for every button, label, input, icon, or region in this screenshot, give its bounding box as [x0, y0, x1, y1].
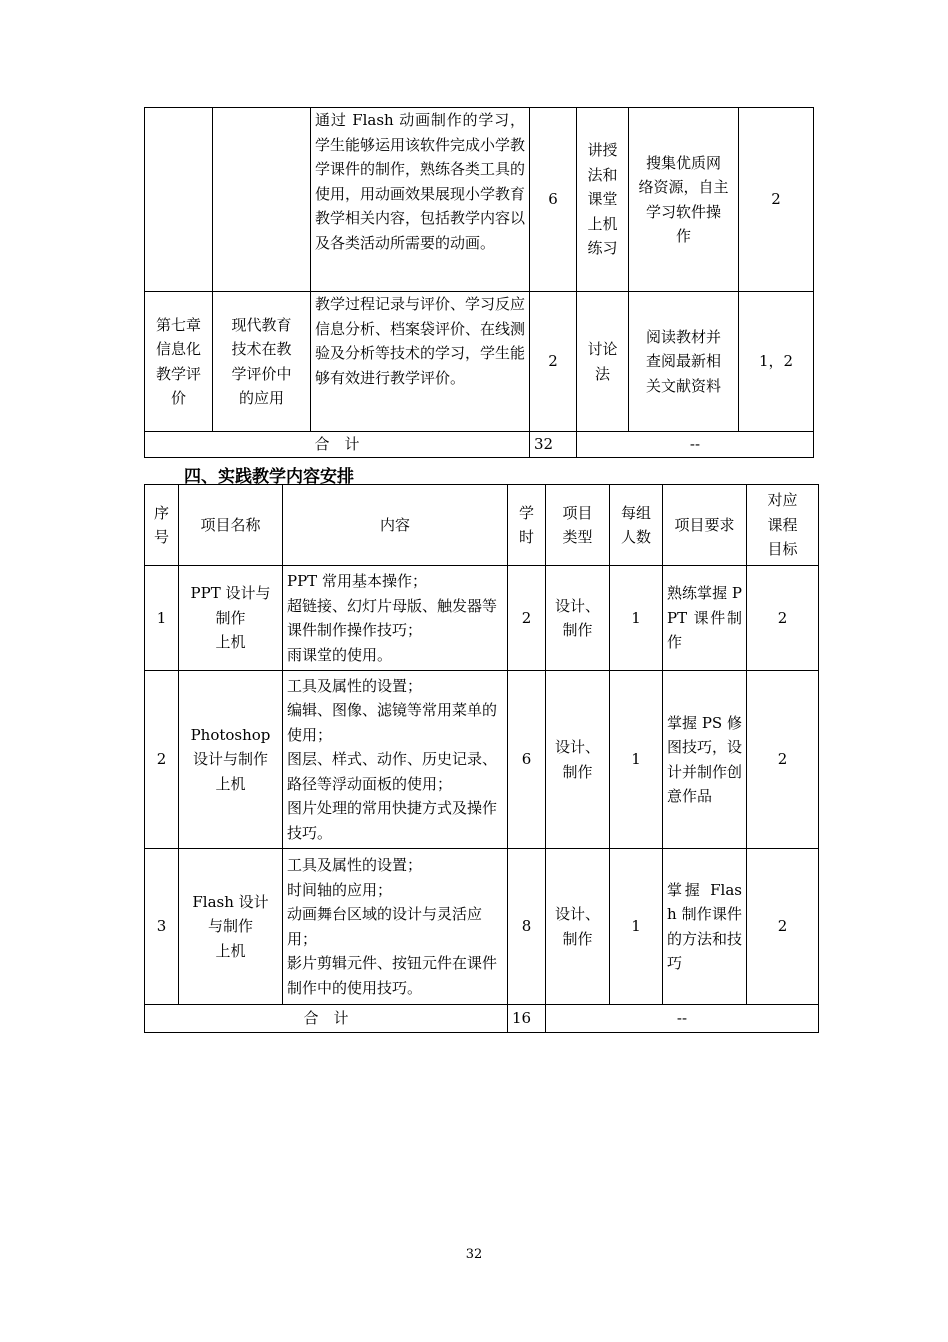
self-study-cell: 阅读教材并 查阅最新相 关文献资料	[629, 292, 739, 432]
requirement-cell: 熟练掌握 PPT 课件制作	[663, 566, 747, 671]
method-cell: 讲授 法和 课堂 上机 练习	[577, 108, 629, 292]
topic-cell	[213, 108, 311, 292]
goal-cell: 2	[747, 671, 819, 849]
seq-cell: 2	[145, 671, 179, 849]
header-type: 项目 类型	[546, 485, 610, 566]
name-cell: Photoshop 设计与制作 上机	[179, 671, 283, 849]
total-label: 合 计	[145, 1005, 508, 1033]
total-rest: --	[546, 1005, 819, 1033]
table-row	[145, 292, 814, 432]
seq-cell: 1	[145, 566, 179, 671]
content-cell: 教学过程记录与评价、学习反应信息分析、档案袋评价、在线测验及分析等技术的学习，学生能够有效进行教学评价。	[311, 292, 530, 432]
hours-cell: 6	[508, 671, 546, 849]
total-row	[145, 1005, 819, 1033]
requirement-cell: 掌握 Flash 制作课件的方法和技巧	[663, 849, 747, 1005]
header-requirement: 项目要求	[663, 485, 747, 566]
goal-cell: 1，2	[739, 292, 814, 432]
table-row	[145, 108, 814, 292]
topic-cell: 现代教育 技术在教 学评价中 的应用	[213, 292, 311, 432]
total-row	[145, 432, 814, 458]
header-name: 项目名称	[179, 485, 283, 566]
teaching-content-table	[144, 107, 814, 458]
type-cell: 设计、 制作	[546, 566, 610, 671]
seq-cell: 3	[145, 849, 179, 1005]
page-number: 32	[465, 1247, 483, 1262]
header-seq: 序 号	[145, 485, 179, 566]
table-row	[145, 849, 819, 1005]
hours-cell: 6	[530, 108, 577, 292]
name-cell: PPT 设计与 制作 上机	[179, 566, 283, 671]
content-cell: 工具及属性的设置； 时间轴的应用； 动画舞台区域的设计与灵活应用； 影片剪辑元件、按钮元件在课件制作中的使用技巧。	[283, 849, 508, 1005]
goal-cell: 2	[747, 566, 819, 671]
requirement-cell: 掌握 PS 修图技巧，设计并制作创意作品	[663, 671, 747, 849]
content-cell: 通过 Flash 动画制作的学习，学生能够运用该软件完成小学教学课件的制作，熟练各类工具的使用，用动画效果展现小学教育教学相关内容，包括教学内容以及各类活动所需要的动画。	[311, 108, 530, 292]
per-group-cell: 1	[610, 671, 663, 849]
type-cell: 设计、 制作	[546, 671, 610, 849]
name-cell: Flash 设计 与制作 上机	[179, 849, 283, 1005]
goal-cell: 2	[739, 108, 814, 292]
total-label: 合 计	[145, 432, 530, 458]
table-row	[145, 566, 819, 671]
per-group-cell: 1	[610, 849, 663, 1005]
hours-cell: 2	[508, 566, 546, 671]
hours-cell: 8	[508, 849, 546, 1005]
per-group-cell: 1	[610, 566, 663, 671]
chapter-cell: 第七章 信息化 教学评 价	[145, 292, 213, 432]
goal-cell: 2	[747, 849, 819, 1005]
hours-cell: 2	[530, 292, 577, 432]
header-row	[145, 485, 819, 566]
table-row	[145, 671, 819, 849]
total-hours: 32	[530, 432, 577, 458]
header-goal: 对应 课程 目标	[747, 485, 819, 566]
method-cell: 讨论 法	[577, 292, 629, 432]
total-rest: --	[577, 432, 814, 458]
total-hours: 16	[508, 1005, 546, 1033]
content-cell: PPT 常用基本操作； 超链接、幻灯片母版、触发器等课件制作操作技巧； 雨课堂的使用。	[283, 566, 508, 671]
content-cell: 工具及属性的设置； 编辑、图像、滤镜等常用菜单的使用； 图层、样式、动作、历史记录、路径等浮动面板的使用； 图片处理的常用快捷方式及操作技巧。	[283, 671, 508, 849]
header-hours: 学 时	[508, 485, 546, 566]
self-study-cell: 搜集优质网 络资源，自主 学习软件操 作	[629, 108, 739, 292]
header-per-group: 每组 人数	[610, 485, 663, 566]
chapter-cell	[145, 108, 213, 292]
type-cell: 设计、 制作	[546, 849, 610, 1005]
header-content: 内容	[283, 485, 508, 566]
section-heading: 四、实践教学内容安排	[184, 467, 354, 487]
practice-content-table	[144, 484, 819, 1033]
